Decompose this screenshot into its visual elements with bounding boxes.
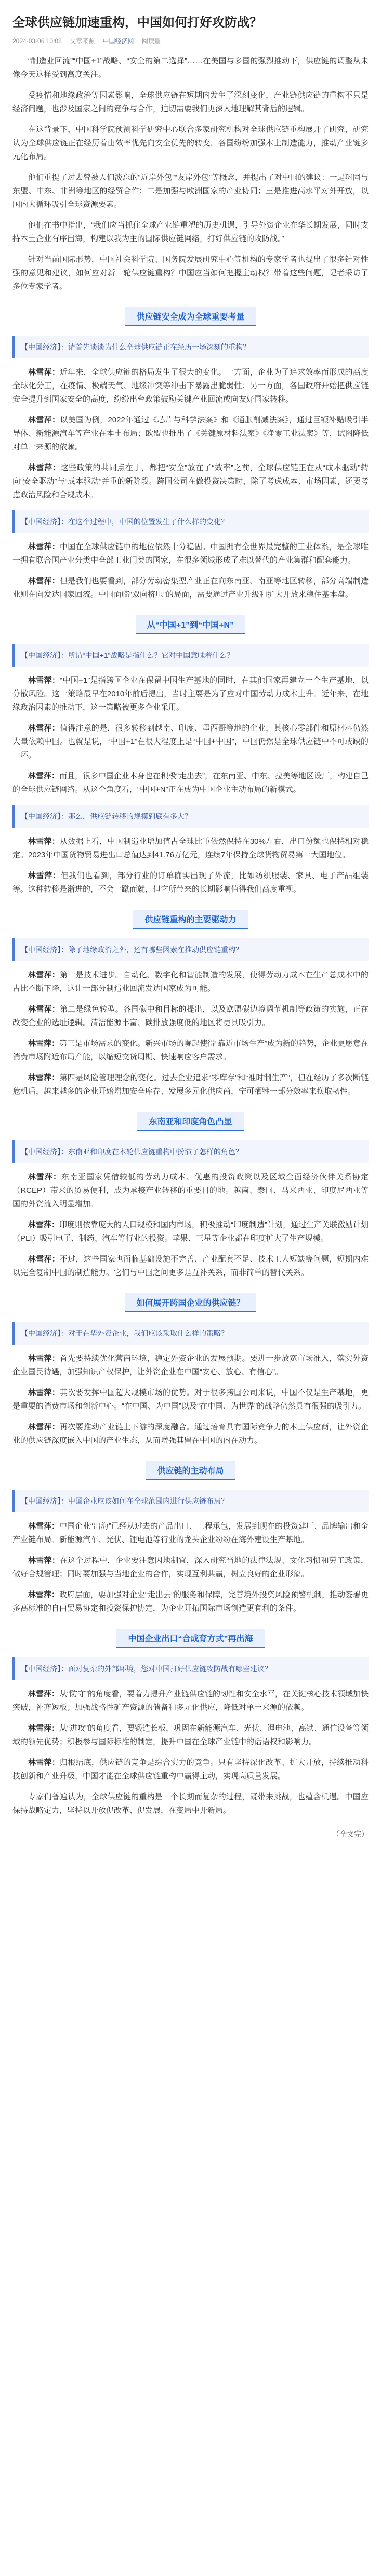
interview-answer (12, 1520, 369, 1547)
answer-text: 首先要持续优化营商环境，稳定外资企业的发展预期。要进一步放宽市场准入，落实外资企业国民待遇，加强知识产权保护，让外资企业在中国“安心、放心、有信心”。 (12, 1354, 369, 1376)
section-heading-text: 中国企业出口“合成育方式”再出海 (116, 1629, 264, 1648)
section-heading-text: 东南亚和印度角色凸显 (137, 1112, 243, 1131)
paragraph: 受疫情和地缘政治等因素影响，全球供应链在短期内发生了深刻变化，产业链供应链的重构不只是经济问题，也涉及国家之间的竞争与合作，迫切需要我们更深入地理解其背后的逻辑。 (12, 91, 369, 113)
interview-answer (12, 869, 369, 896)
answer-text: 这些政策的共同点在于，都把“安全”放在了“效率”之前，全球供应链正在从“成本驱动”转向“安全驱动”与“成本驱动”并重的新阶段。跨国公司在做投资决策时，除了考虑成本、市场因素，还要考虑政治风险和合规成本。 (12, 463, 369, 499)
answer-text: 政府层面，要加强对企业“走出去”的服务和保障，完善境外投资风险预警机制，推动签署更多高标准的自由贸易协定和投资保护协定，为企业开拓国际市场创造更有利的条件。 (12, 1590, 369, 1613)
author-label: 文章来源 (70, 37, 95, 45)
source-link[interactable]: 中国经济网 (102, 37, 134, 45)
interview-answer (12, 1588, 369, 1615)
answer-text: 第一是技术进步。自动化、数字化和智能制造的发展，使得劳动力成本在生产总成本中的占比不断下降，这让一部分制造业回流发达国家成为可能。 (12, 971, 369, 993)
interview-answer (12, 968, 369, 995)
interview-answer (12, 1003, 369, 1030)
article-meta (12, 36, 369, 45)
interview-question: 【中国经济】：在这个过程中，中国的位置发生了什么样的变化？ (12, 510, 369, 533)
speaker-name: 林雪萍： (28, 1354, 60, 1363)
speaker-name: 林雪萍： (28, 971, 60, 979)
speaker-name: 林雪萍： (28, 724, 60, 733)
section-heading (12, 1461, 369, 1480)
reading-count: 阅读量 (141, 37, 161, 45)
speaker-name: 林雪萍： (28, 1690, 60, 1698)
section-heading (12, 1293, 369, 1312)
answer-text: 但我们也看到，部分行业的订单确实出现了外流，比如纺织服装、家具、电子产品组装等。这种转移是渐进的，不会一蹴而就，但它所带来的长期影响值得我们高度重视。 (12, 871, 369, 894)
interview-question: 【中国经济】：东南亚和印度在本轮供应链重构中扮演了怎样的角色？ (12, 1140, 369, 1163)
answer-text: 第三是市场需求的变化。新兴市场的崛起使得“靠近市场生产”成为新的趋势，企业更愿意在消费市场附近布局产能，以缩短交货周期、快速响应客户需求。 (12, 1039, 369, 1061)
speaker-name: 林雪萍： (28, 676, 60, 685)
answer-text: 第二是绿色转型。各国碳中和目标的提出，以及欧盟碳边境调节机制等政策的实施，正在改变企业的选址逻辑。清洁能源丰富、碳排放强度低的地区将更具吸引力。 (12, 1005, 369, 1027)
speaker-name: 林雪萍： (28, 463, 61, 472)
interview-answer (12, 1218, 369, 1245)
answer-text: 东南亚国家凭借较低的劳动力成本、优惠的投资政策以及区域全面经济伙伴关系协定（RCEP）带来的贸易便利，成为承接产业转移的重要目的地。越南、泰国、马来西亚、印度尼西亚等国的外资流入明显增加。 (12, 1173, 369, 1209)
interview-answer (12, 540, 369, 567)
section-heading (12, 910, 369, 929)
interview-question: 【中国经济】：面对复杂的外部环境，您对中国打好供应链攻防战有哪些建议？ (12, 1657, 369, 1680)
answer-text: 中国在全球供应链中的地位依然十分稳固。中国拥有全世界最完整的工业体系，是全球唯一拥有联合国产业分类中全部工业门类的国家，在很多领域形成了难以替代的产业集群和配套能力。 (12, 542, 369, 565)
interview-answer (12, 1386, 369, 1413)
speaker-name: 林雪萍： (28, 1724, 60, 1733)
paragraph: 针对当前国际形势，中国社会科学院、国务院发展研究中心等机构的专家学者也提出了很多针对性强的意见和建议，如何应对新一轮供应链重构？中国应当如何把握主动权？带着这些问题，记者采访了多位专家学者。 (12, 255, 369, 291)
interview-answer (12, 414, 369, 454)
interview-answer (12, 1253, 369, 1280)
speaker-name: 林雪萍： (28, 1255, 60, 1264)
interview-answer (12, 1071, 369, 1098)
interview-question: 【中国经济】：除了地缘政治之外，还有哪些因素在推动供应链重构？ (12, 938, 369, 961)
section-heading (12, 1629, 369, 1648)
answer-text: 近年来，全球供应链的格局发生了很大的变化。一方面，企业为了追求效率而形成的高度全球化分工，在疫情、极端天气、地缘冲突等冲击下暴露出脆弱性；另一方面，各国政府开始把供应链安全提升到国家安全的高度，纷纷出台政策鼓励关键产业回流或向友好国家转移。 (12, 368, 369, 404)
speaker-name: 林雪萍： (28, 542, 60, 551)
speaker-name: 林雪萍： (28, 1220, 60, 1229)
speaker-name: 林雪萍： (28, 772, 60, 780)
speaker-name: 林雪萍： (28, 1556, 60, 1565)
interview-answer (12, 1756, 369, 1783)
paragraph: 在这背景下，中国科学院预测科学研究中心联合多家研究机构对全球供应链重构展开了研究，研究认为全球供应链正在经历着由效率优先向安全优先的转变，各国纷纷加强本土制造能力，推动产业链多元化布局。 (12, 125, 369, 161)
article-title: 全球供应链加速重构，中国如何打好攻防战？ (12, 16, 262, 30)
answer-text: 从数据上看，中国制造业增加值占全球比重依然保持在30%左右，出口份额也保持相对稳定。2023年中国货物贸易进出口总值达到41.76万亿元，连续7年保持全球货物贸易第一大国地位。 (12, 837, 369, 859)
interview-question: 【中国经济】：对于在华外资企业，我们应该采取什么样的策略？ (12, 1322, 369, 1345)
interview-answer (12, 366, 369, 406)
speaker-name: 林雪萍： (28, 577, 60, 586)
section-heading-text: 供应链重构的主要驱动力 (133, 910, 247, 929)
interview-answer (12, 1171, 369, 1211)
article-end: （全文完） (332, 1830, 369, 1838)
answer-text: 从“进攻”的角度看，要锻造长板，巩固在新能源汽车、光伏、锂电池、高铁、通信设备等领域的领先优势；积极参与国际标准的制定，提升中国在全球产业链中的话语权和影响力。 (12, 1724, 369, 1746)
answer-text: 以美国为例，2022年通过《芯片与科学法案》和《通胀削减法案》，通过巨额补贴吸引半导体、新能源汽车等产业在本土布局；欧盟也推出了《关键原材料法案》《净零工业法案》等，试图降低对单一来源的依赖。 (12, 416, 369, 452)
answer-text: 印度则依靠庞大的人口规模和国内市场，积极推动“印度制造”计划，通过生产关联激励计划（PLI）吸引电子、制药、汽车等行业的投资。苹果、三星等企业都在印度扩大了生产规模。 (12, 1220, 369, 1243)
answer-text: 在这个过程中，企业要注意因地制宜，深入研究当地的法律法规、文化习惯和劳工政策，做好合规管理；同时要加强与当地企业的合作，实现互利共赢，树立良好的企业形象。 (12, 1556, 369, 1578)
speaker-name: 林雪萍： (28, 1073, 60, 1082)
speaker-name: 林雪萍： (28, 837, 60, 846)
section-heading (12, 307, 369, 326)
answer-text: 从“防守”的角度看，要着力提升产业链供应链的韧性和安全水平，在关键核心技术领域加快突破，补齐短板；加强战略性矿产资源的储备和多元化供应，降低对单一来源的依赖。 (12, 1690, 369, 1712)
interview-answer (12, 1688, 369, 1715)
interview-question: 【中国经济】：请首先谈谈为什么全球供应链正在经历一场深刻的重构？ (12, 336, 369, 358)
interview-answer (12, 1420, 369, 1448)
answer-text: 其次要发挥中国超大规模市场的优势。对于很多跨国公司来说，中国不仅是生产基地，更是重要的消费市场和创新中心。“在中国、为中国”以及“在中国、为世界”的战略仍然具有很强的吸引力。 (12, 1388, 369, 1411)
speaker-name: 林雪萍： (28, 1423, 60, 1431)
section-heading-text: 从“中国+1”到“中国+N” (136, 615, 245, 634)
answer-text: “中国+1”是指跨国企业在保留中国生产基地的同时，在其他国家再建立一个生产基地，以分散风险。这一策略最早在2010年前后提出，当时主要是为了应对中国劳动力成本上升。近年来，在地缘政治因素的推动下，这一策略被更多企业采用。 (12, 676, 369, 712)
speaker-name: 林雪萍： (28, 368, 60, 377)
interview-answer (12, 1352, 369, 1379)
section-heading-text: 供应链的主动布局 (146, 1461, 235, 1480)
article-body (12, 55, 369, 1817)
answer-text: 而且，很多中国企业本身也在积极“走出去”，在东南亚、中东、拉美等地区设厂，构建自己的全球供应链网络。从这个角度看，“中国+N”正在成为中国企业主动布局的新模式。 (12, 772, 369, 794)
answer-text: 但是我们也要看到，部分劳动密集型产业正在向东南亚、南亚等地区转移，部分高端制造业则在向发达国家回流。中国面临“双向挤压”的局面，需要通过产业升级和扩大开放来稳住基本盘。 (12, 577, 369, 599)
answer-text: 第四是风险管理理念的变化。过去企业追求“零库存”和“准时制生产”，但在经历了多次断链危机后，越来越多的企业开始增加安全库存、发展多元化供应商，宁可牺牲一部分效率来换取韧性。 (12, 1073, 369, 1096)
interview-answer (12, 1722, 369, 1749)
section-heading (12, 1112, 369, 1131)
interview-question: 【中国经济】：中国企业应该如何在全球范围内进行供应链布局？ (12, 1490, 369, 1512)
interview-question: 【中国经济】：所谓“中国+1”战略是指什么？它对中国意味着什么？ (12, 644, 369, 667)
speaker-name: 林雪萍： (28, 1173, 61, 1181)
interview-answer (12, 461, 369, 502)
answer-text: 再次要推动产业链上下游的深度融合。通过培育具有国际竞争力的本土供应商，让外资企业的供应链深度嵌入中国的产业生态，从而增强其留在中国的内在动力。 (12, 1423, 369, 1445)
answer-text: 中国企业“出海”已经从过去的产品出口、工程承包，发展到现在的投资建厂、品牌输出和全产业链布局。新能源汽车、光伏、锂电池等行业的龙头企业纷纷在海外建设生产基地。 (12, 1522, 369, 1544)
section-heading (12, 615, 369, 634)
speaker-name: 林雪萍： (28, 1758, 60, 1767)
speaker-name: 林雪萍： (28, 1039, 60, 1048)
interview-answer (12, 674, 369, 714)
paragraph: 他们在书中指出，“我们应当抓住全球产业链重塑的历史机遇，引导外资企业在华长期发展，同时支持本土企业有序出海，构建以我为主的国际供应链网络，打好供应链的攻防战。” (12, 221, 369, 243)
speaker-name: 林雪萍： (28, 871, 61, 880)
speaker-name: 林雪萍： (28, 1388, 60, 1397)
interview-answer (12, 575, 369, 602)
answer-text: 值得注意的是，很多转移到越南、印度、墨西哥等地的企业，其核心零部件和原材料仍然大量依赖中国。也就是说，“中国+1”在很大程度上是“中国+中国”，中国仍然是全球供应链中不可或缺的一环。 (12, 724, 369, 760)
publish-date: 2024-03-06 10:08 (12, 37, 62, 45)
answer-text: 不过，这些国家也面临基础设施不完善、产业配套不足、技术工人短缺等问题，短期内难以完全复制中国的制造能力。它们与中国之间更多是互补关系，而非简单的替代关系。 (12, 1255, 369, 1277)
speaker-name: 林雪萍： (28, 1522, 60, 1531)
interview-question: 【中国经济】：那么，供应链转移的规模到底有多大？ (12, 805, 369, 828)
speaker-name: 林雪萍： (28, 416, 60, 424)
paragraph: 专家们普遍认为，全球供应链的重构是一个长期而复杂的过程，既带来挑战，也蕴含机遇。中国应保持战略定力，坚持以开放促改革、促发展，在变局中开新局。 (12, 1792, 369, 1815)
interview-answer (12, 1037, 369, 1064)
section-heading-text: 供应链安全成为全球重要考量 (125, 307, 256, 326)
interview-answer (12, 835, 369, 862)
section-heading-text: 如何展开跨国企业的供应链？ (125, 1293, 256, 1312)
speaker-name: 林雪萍： (28, 1590, 60, 1599)
speaker-name: 林雪萍： (28, 1005, 60, 1014)
answer-text: 归根结底，供应链的竞争是综合实力的竞争。只有坚持深化改革、扩大开放，持续推动科技创新和产业升级，中国才能在全球供应链重构中赢得主动，实现高质量发展。 (12, 1758, 369, 1781)
interview-answer (12, 769, 369, 796)
paragraph: 他们重提了过去曾被人们淡忘的“近岸外包”“友岸外包”等概念，并提出了对中国的建议：一是巩固与东盟、中东、非洲等地区的经贸合作；二是加强与欧洲国家的产业协同；三是推进高水平对外开放，以国内大循环吸引全球资源要素。 (12, 173, 369, 209)
interview-answer (12, 722, 369, 762)
paragraph: “制造业回流”“中国+1”战略、“安全的第二选择”……在美国与多国的强烈推动下，供应链的调整从未像今天这样受到高度关注。 (12, 57, 369, 79)
interview-answer (12, 1554, 369, 1581)
